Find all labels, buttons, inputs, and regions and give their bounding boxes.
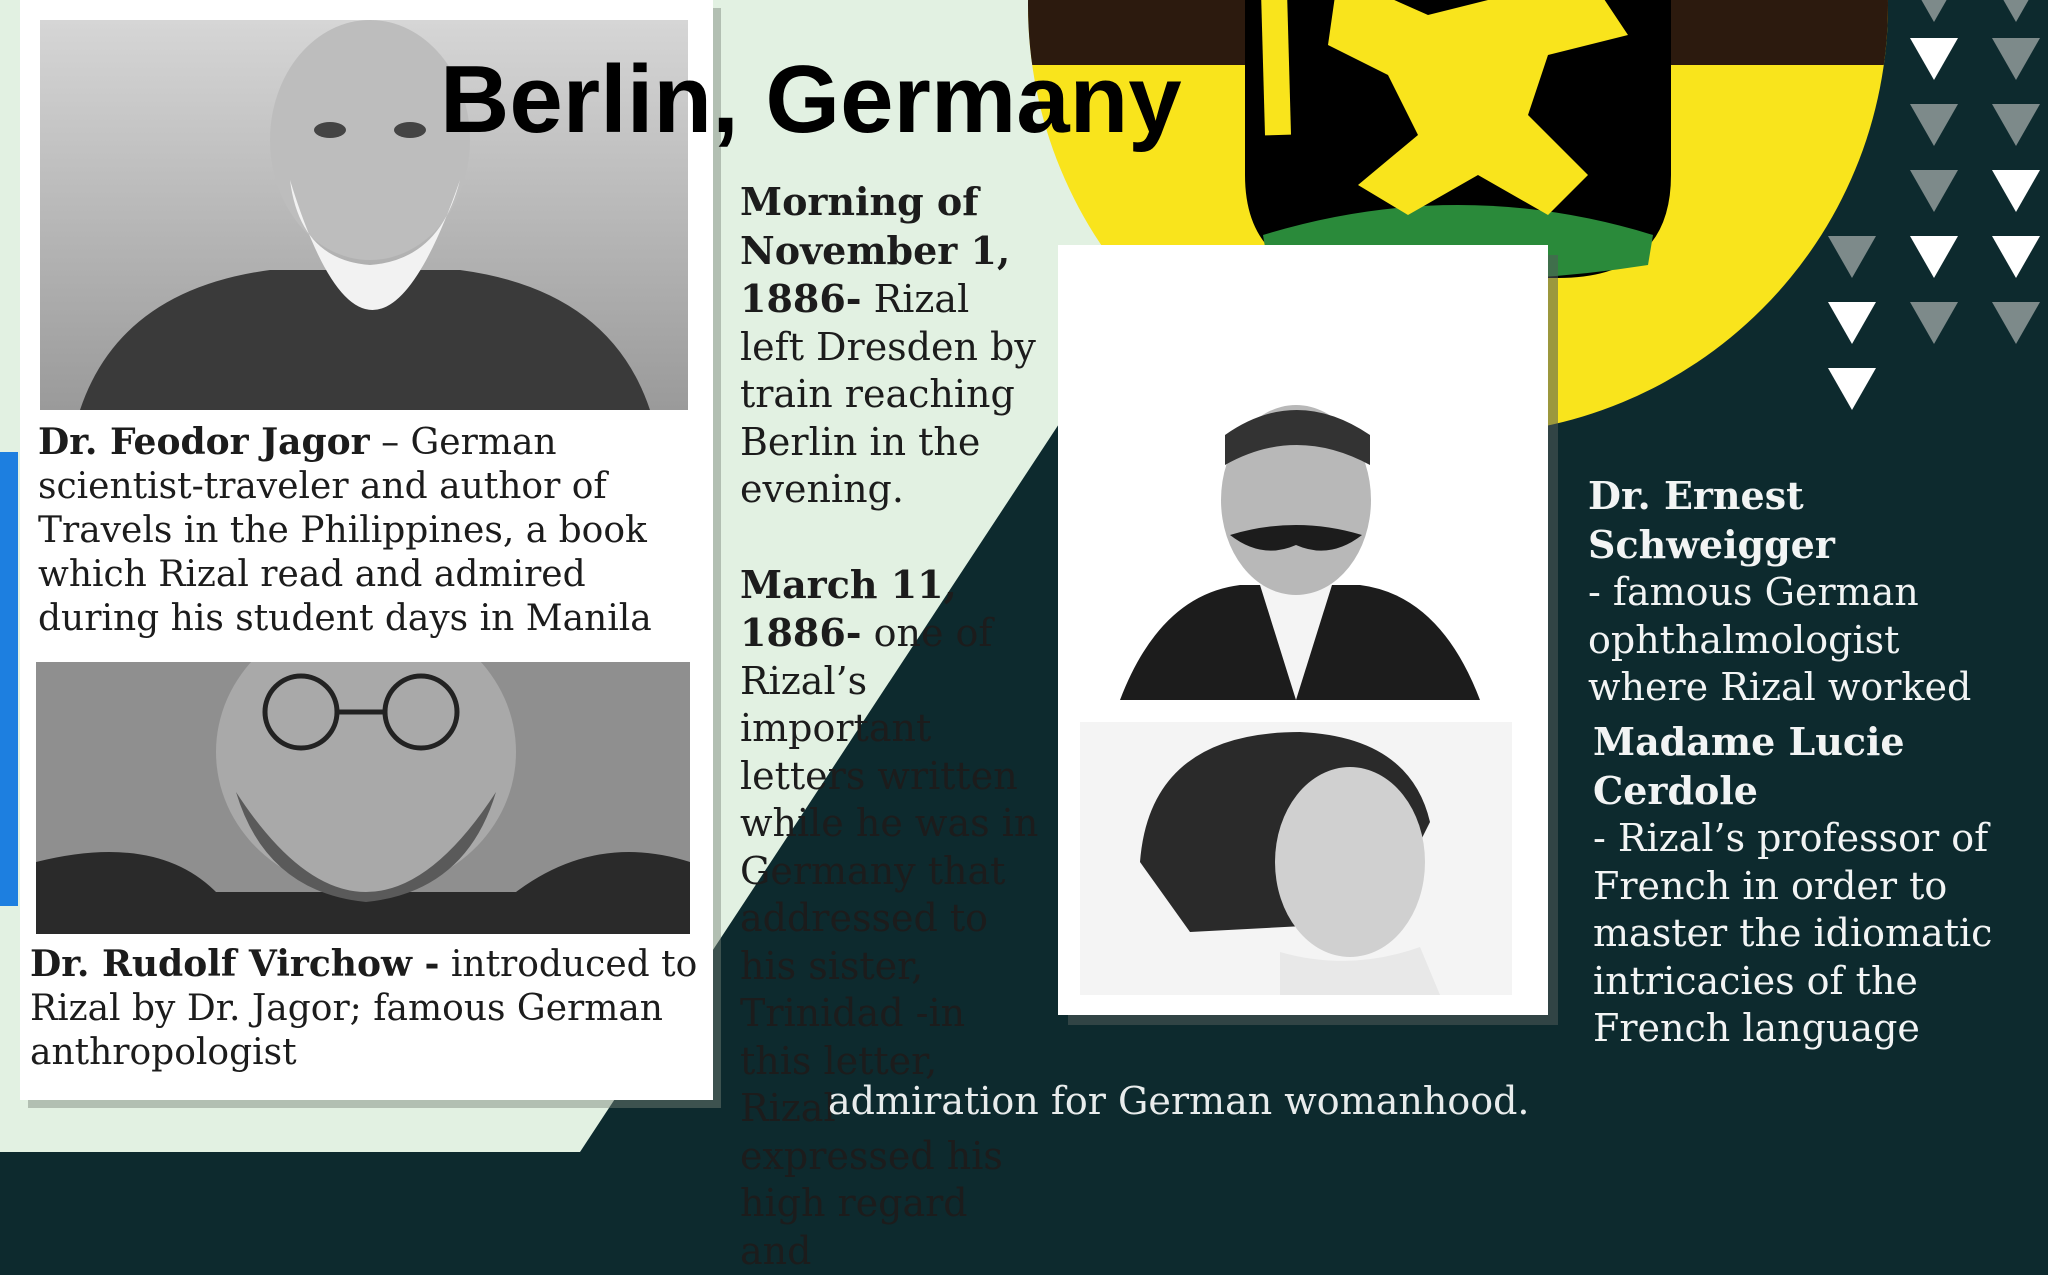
triangle-icon — [1992, 38, 2040, 80]
march-entry — [740, 561, 1040, 1275]
triangle-icon — [1992, 0, 2040, 22]
triangle-icon — [1910, 104, 1958, 146]
march-text: one of Rizal’s important letters written while he was in Germany that addressed to his sister, Trinidad -in this letter, Rizal expressed his high regard and — [740, 611, 1038, 1273]
cerdole-description: - Rizal’s professor of French in order to master the idiomatic intricacies of the French language — [1593, 816, 1992, 1050]
timeline-tail: admiration for German womanhood. — [828, 1078, 1529, 1125]
cerdole-name: Madame Lucie Cerdole — [1593, 719, 1905, 813]
triangle-icon — [1910, 236, 1958, 278]
virchow-caption — [30, 942, 730, 1075]
march-date: March 11, 1886- — [740, 562, 957, 656]
triangle-icon — [1910, 170, 1958, 212]
triangle-icon — [1992, 104, 2040, 146]
photo-rudolf-virchow — [36, 662, 690, 934]
triangle-icon — [1910, 302, 1958, 344]
triangle-icon — [1828, 368, 1876, 410]
left-accent-bar — [0, 452, 18, 906]
triangle-icon — [1828, 236, 1876, 278]
triangle-icon — [1992, 302, 2040, 344]
photo-ernest-schweigger — [1080, 395, 1512, 700]
virchow-description: introduced to Rizal by Dr. Jagor; famous German anthropologist — [30, 944, 697, 1073]
triangle-icon — [1910, 0, 1958, 22]
photo-lucie-cerdole — [1080, 722, 1512, 995]
jagor-name: Dr. Feodor Jagor — [38, 421, 370, 463]
nov-date: Morning of November 1, 1886- — [740, 179, 1010, 321]
jagor-description: – German scientist-traveler and author of Travels in the Philippines, a book which Rizal read and admired during his student days in Manila — [38, 422, 652, 639]
schweigger-description: - famous German ophthalmologist where Rizal worked — [1588, 570, 1971, 709]
triangle-icon — [1992, 236, 2040, 278]
jagor-caption — [38, 420, 718, 641]
nov-text: Rizal left Dresden by train reaching Berlin in the evening. — [740, 277, 1036, 511]
nov-entry — [740, 178, 1040, 514]
slide-title: Berlin, Germany — [440, 52, 1182, 148]
triangle-icon — [1828, 302, 1876, 344]
triangle-icon — [1910, 38, 1958, 80]
schweigger-name: Dr. Ernest Schweigger — [1588, 473, 1835, 567]
schweigger-caption — [1588, 472, 2028, 712]
cerdole-caption — [1593, 718, 2033, 1053]
triangle-icon — [1992, 170, 2040, 212]
virchow-name: Dr. Rudolf Virchow - — [30, 943, 439, 985]
